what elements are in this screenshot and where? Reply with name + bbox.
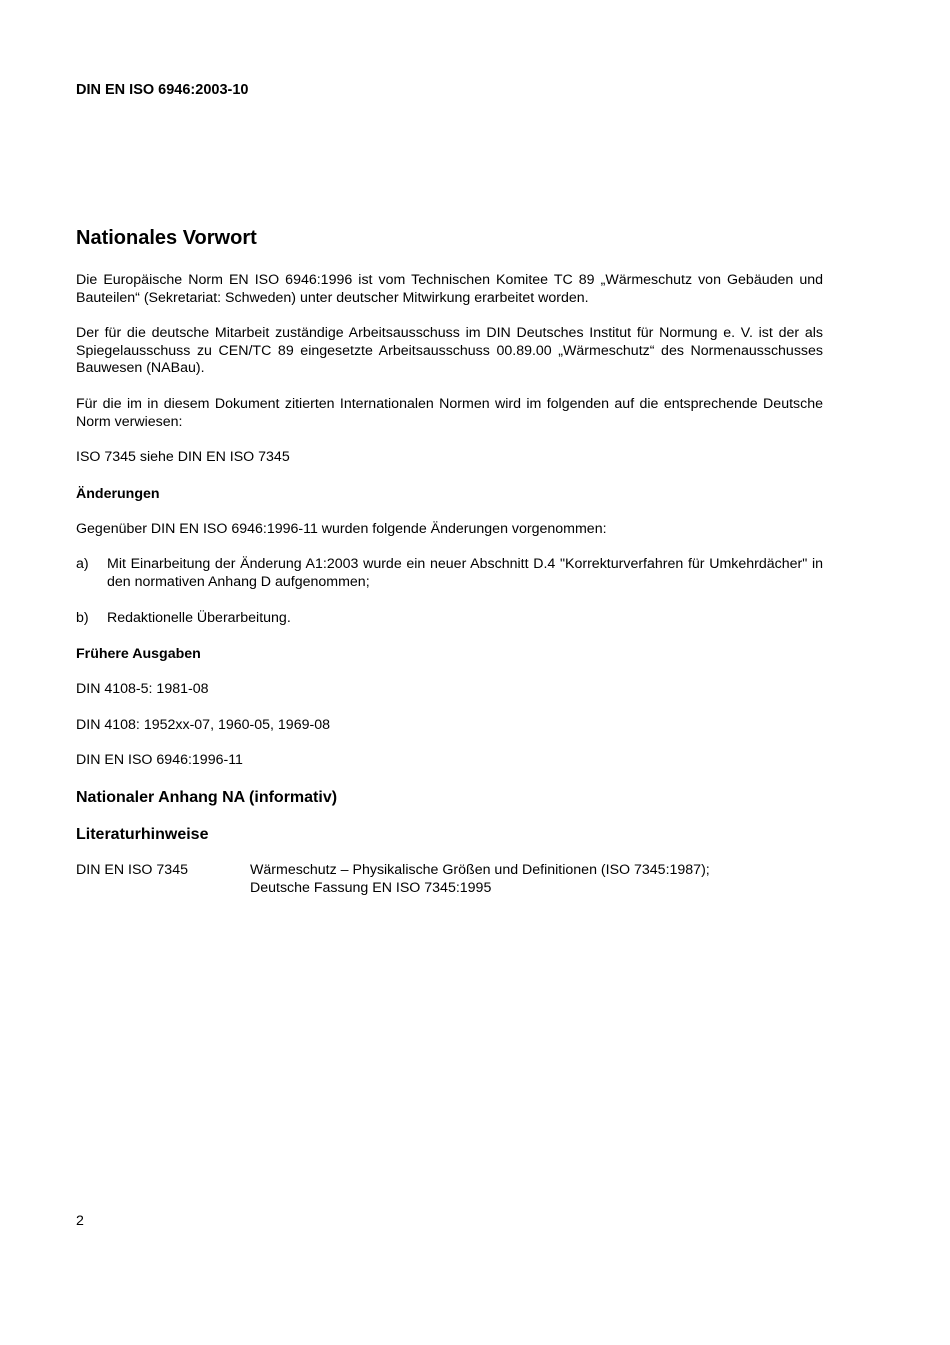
- literature-title: [250, 862, 823, 897]
- annex-heading: Nationaler Anhang NA (informativ): [76, 788, 338, 806]
- foreword-paragraph: Der für die deutsche Mitarbeit zuständige Arbeitsausschuss im DIN Deutsches Institut für Normung e. V. ist der als Spiegelausschuss zu CEN/TC 89 eingesetzte Arbeitsausschuss 00.89.00 „Wärmeschutz“ des Normenausschusses Bauwesen (NABau).: [76, 325, 823, 377]
- list-text: Mit Einarbeitung der Änderung A1:2003 wurde ein neuer Abschnitt D.4 "Korrekturverfahren für Umkehrdächer" in den normativen Anhang D aufgenommen;: [107, 556, 823, 590]
- changes-intro: Gegenüber DIN EN ISO 6946:1996-11 wurden folgende Änderungen vorgenommen:: [76, 520, 607, 537]
- list-marker: b): [76, 609, 89, 626]
- page-number: 2: [76, 1213, 84, 1229]
- literature-title-line: Deutsche Fassung EN ISO 7345:1995: [250, 879, 492, 896]
- foreword-title: Nationales Vorwort: [76, 227, 257, 249]
- previous-editions-heading: Frühere Ausgaben: [76, 646, 201, 663]
- changes-list-item: [76, 610, 823, 628]
- list-marker: a): [76, 556, 89, 573]
- changes-heading: Änderungen: [76, 485, 160, 502]
- foreword-paragraph: ISO 7345 siehe DIN EN ISO 7345: [76, 449, 290, 466]
- literature-heading: Literaturhinweise: [76, 825, 209, 843]
- document-content: [76, 224, 823, 897]
- document-page: [76, 0, 823, 1345]
- literature-entry: [76, 862, 823, 897]
- literature-title-line: Wärmeschutz – Physikalische Größen und Definitionen (ISO 7345:1987);: [250, 861, 710, 878]
- foreword-paragraph: Die Europäische Norm EN ISO 6946:1996 ist vom Technischen Komitee TC 89 „Wärmeschutz von Gebäuden und Bauteilen“ (Sekretariat: Schweden) unter deutscher Mitwirkung erarbeitet worden.: [76, 272, 823, 306]
- previous-edition-item: DIN 4108: 1952xx-07, 1960-05, 1969-08: [76, 716, 330, 733]
- document-id-header: DIN EN ISO 6946:2003-10: [76, 82, 249, 98]
- previous-edition-item: DIN EN ISO 6946:1996-11: [76, 752, 243, 769]
- previous-edition-item: DIN 4108-5: 1981-08: [76, 681, 209, 698]
- changes-list-item: [76, 556, 823, 591]
- list-text: Redaktionelle Überarbeitung.: [107, 609, 291, 626]
- foreword-paragraph: Für die im in diesem Dokument zitierten Internationalen Normen wird im folgenden auf die entsprechende Deutsche Norm verwiesen:: [76, 395, 823, 430]
- literature-reference: DIN EN ISO 7345: [76, 861, 188, 878]
